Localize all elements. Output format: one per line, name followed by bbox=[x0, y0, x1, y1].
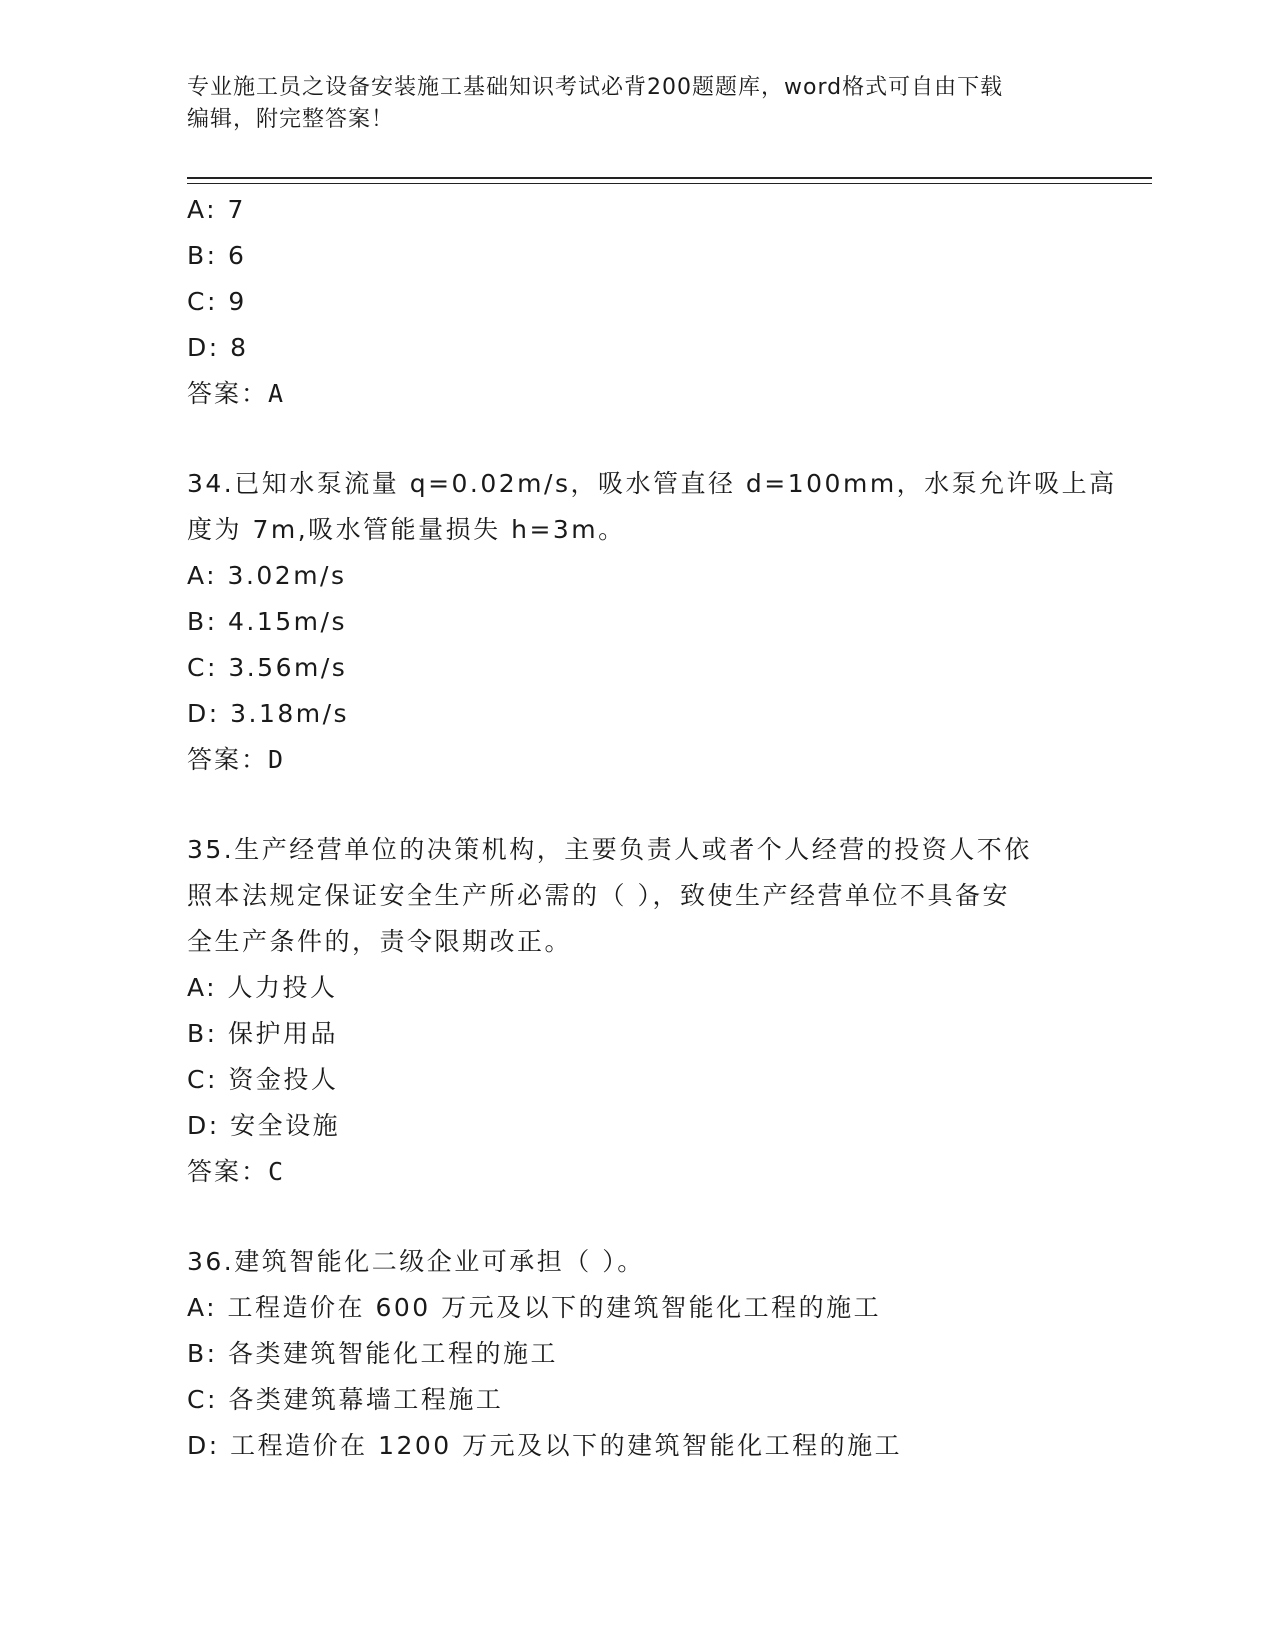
question-stem-line: 度为 7m,吸水管能量损失 h=3m。 bbox=[187, 515, 626, 544]
question-35 bbox=[187, 827, 1087, 1195]
question-34 bbox=[187, 461, 1117, 783]
spacer bbox=[187, 783, 1087, 827]
question-content bbox=[187, 187, 1117, 1469]
question-36 bbox=[187, 1239, 1087, 1469]
option-b: B: 各类建筑智能化工程的施工 bbox=[187, 1339, 559, 1368]
option-d: D: 工程造价在 1200 万元及以下的建筑智能化工程的施工 bbox=[187, 1431, 903, 1460]
answer-line: 答案：C bbox=[187, 1157, 286, 1186]
header-rule-thin bbox=[187, 183, 1152, 184]
option-c: C: 资金投人 bbox=[187, 1065, 339, 1094]
option-c: C: 各类建筑幕墙工程施工 bbox=[187, 1385, 504, 1414]
option-a: A: 工程造价在 600 万元及以下的建筑智能化工程的施工 bbox=[187, 1293, 882, 1322]
option-a: A: 3.02m/s bbox=[187, 561, 347, 590]
document-header bbox=[187, 72, 1067, 136]
spacer bbox=[187, 417, 1087, 461]
question-33 bbox=[187, 187, 1087, 417]
answer-line: 答案：D bbox=[187, 745, 286, 774]
option-c: C: 9 bbox=[187, 287, 247, 316]
question-stem-line: 34.已知水泵流量 q=0.02m/s，吸水管直径 d=100mm，水泵允许吸上高 bbox=[187, 469, 1117, 498]
option-d: D: 安全设施 bbox=[187, 1111, 341, 1140]
header-line-1: 专业施工员之设备安装施工基础知识考试必背200题题库，word格式可自由下载 bbox=[187, 75, 1004, 100]
option-c: C: 3.56m/s bbox=[187, 653, 348, 682]
question-stem-line: 全生产条件的，责令限期改正。 bbox=[187, 927, 573, 956]
answer-line: 答案：A bbox=[187, 379, 286, 408]
option-a: A: 7 bbox=[187, 195, 246, 224]
option-a: A: 人力投人 bbox=[187, 973, 338, 1002]
header-rule-thick bbox=[187, 177, 1152, 179]
option-d: D: 3.18m/s bbox=[187, 699, 350, 728]
question-stem-line: 36.建筑智能化二级企业可承担（ ）。 bbox=[187, 1247, 645, 1276]
question-stem-line: 照本法规定保证安全生产所必需的（ ），致使生产经营单位不具备安 bbox=[187, 881, 1010, 910]
option-b: B: 6 bbox=[187, 241, 247, 270]
option-b: B: 保护用品 bbox=[187, 1019, 339, 1048]
spacer bbox=[187, 1195, 1087, 1239]
option-d: D: 8 bbox=[187, 333, 249, 362]
question-stem-line: 35.生产经营单位的决策机构，主要负责人或者个人经营的投资人不依 bbox=[187, 835, 1032, 864]
option-b: B: 4.15m/s bbox=[187, 607, 347, 636]
header-line-2: 编辑，附完整答案！ bbox=[187, 107, 395, 132]
